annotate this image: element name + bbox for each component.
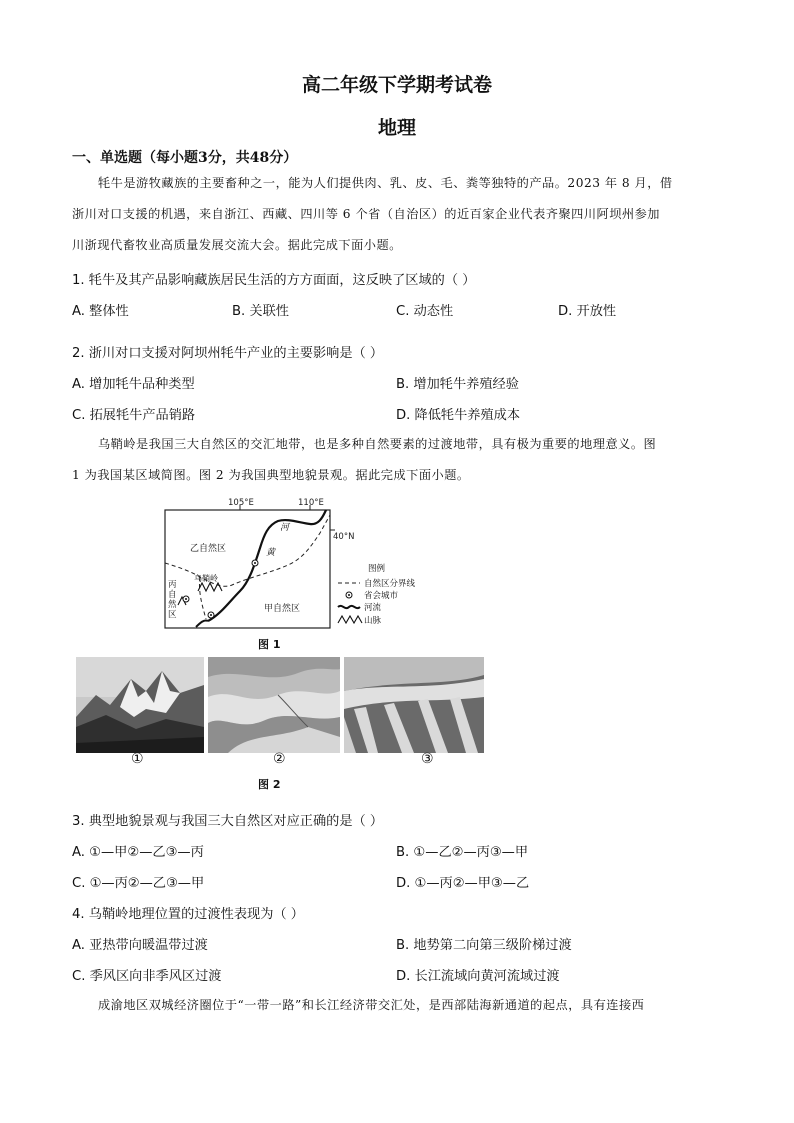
question-2-option-c[interactable]: C. 拓展牦牛产品销路 [72,408,196,423]
river-label-he: 河 [280,523,290,533]
lat-label: 40°N [333,532,355,542]
legend-item-river: 河流 [364,603,382,613]
region-label-jia: 甲自然区 [264,604,301,614]
wushaoling-label: 乌鞘岭 [194,574,218,583]
question-1-stem: 1. 牦牛及其产品影响藏族居民生活的方方面面，这反映了区域的（ ） [72,273,476,288]
passage-line: 成渝地区双城经济圈位于“一带一路”和长江经济带交汇处，是西部陆海新通道的起点，具有连接西 [98,998,645,1012]
region-label-bing-4: 区 [168,610,177,620]
region-label-bing-3: 然 [168,600,177,610]
passage-line: 乌鞘岭是我国三大自然区的交汇地带，也是多种自然要素的过渡地带，具有极为重要的地理意义。图 [98,437,657,451]
passage-1 [72,168,748,261]
legend-item-mountain: 山脉 [364,616,382,626]
river-label-huang: 黄 [266,548,276,558]
legend-item-city: 省会城市 [364,591,399,601]
photo-2-label: ② [273,751,286,767]
passage-2 [72,429,748,491]
question-1-option-b[interactable]: B. 关联性 [232,304,289,319]
question-1-option-d[interactable]: D. 开放性 [558,304,617,319]
figure-1-map [160,493,430,637]
region-label-bing-1: 丙 [168,580,177,590]
passage-line: 浙川对口支援的机遇，来自浙江、西藏、四川等 6 个省（自治区）的近百家企业代表齐聚四川阿坝州参加 [72,207,660,221]
subject-title: 地理 [377,117,416,139]
region-label-yi: 乙自然区 [190,544,227,554]
question-4-option-a[interactable]: A. 亚热带向暖温带过渡 [72,938,208,953]
question-4-option-d[interactable]: D. 长江流域向黄河流域过渡 [396,969,560,984]
figure-2-caption: 图 2 [258,778,281,791]
legend-item-boundary: 自然区分界线 [364,579,416,589]
region-label-bing-2: 自 [168,590,177,600]
question-4-option-c[interactable]: C. 季风区向非季风区过渡 [72,969,222,984]
question-3-stem: 3. 典型地貌景观与我国三大自然区对应正确的是（ ） [72,814,384,829]
question-2-option-b[interactable]: B. 增加牦牛养殖经验 [396,377,519,392]
photo-3-label: ③ [421,751,434,767]
photo-1-label: ① [131,751,144,767]
question-3-option-a[interactable]: A. ①—甲②—乙③—丙 [72,845,204,860]
passage-line: 1 为我国某区域简图。图 2 为我国典型地貌景观。据此完成下面小题。 [72,468,470,482]
lon-label-110: 110°E [298,498,324,508]
passage-line: 牦牛是游牧藏族的主要畜种之一，能为人们提供肉、乳、皮、毛、粪等独特的产品。2023 年 8 月，借 [98,176,673,190]
legend-title: 图例 [368,564,386,574]
question-3-option-b[interactable]: B. ①—乙②—丙③—甲 [396,845,529,860]
passage-3 [98,990,748,1021]
question-4-stem: 4. 乌鞘岭地理位置的过渡性表现为（ ） [72,907,304,922]
figure-1-caption: 图 1 [258,638,281,651]
exam-title: 高二年级下学期考试卷 [301,74,492,96]
question-3-option-d[interactable]: D. ①—丙②—甲③—乙 [396,876,530,891]
question-2-stem: 2. 浙川对口支援对阿坝州牦牛产业的主要影响是（ ） [72,346,384,361]
question-3-option-c[interactable]: C. ①—丙②—乙③—甲 [72,876,205,891]
photo-2-dunes [208,657,340,753]
question-2-option-d[interactable]: D. 降低牦牛养殖成本 [396,408,521,423]
question-4-option-b[interactable]: B. 地势第二向第三级阶梯过渡 [396,938,572,953]
photo-1-mountains [76,657,204,753]
question-1-option-a[interactable]: A. 整体性 [72,304,129,319]
section-heading: 一、单选题（每小题3分，共48分） [72,150,298,166]
question-1-option-c[interactable]: C. 动态性 [396,304,454,319]
passage-line: 川浙现代畜牧业高质量发展交流大会。据此完成下面小题。 [72,238,402,252]
lon-label-105: 105°E [228,498,254,508]
question-2-option-a[interactable]: A. 增加牦牛品种类型 [72,377,195,392]
photo-3-loess-gullies [344,657,484,753]
